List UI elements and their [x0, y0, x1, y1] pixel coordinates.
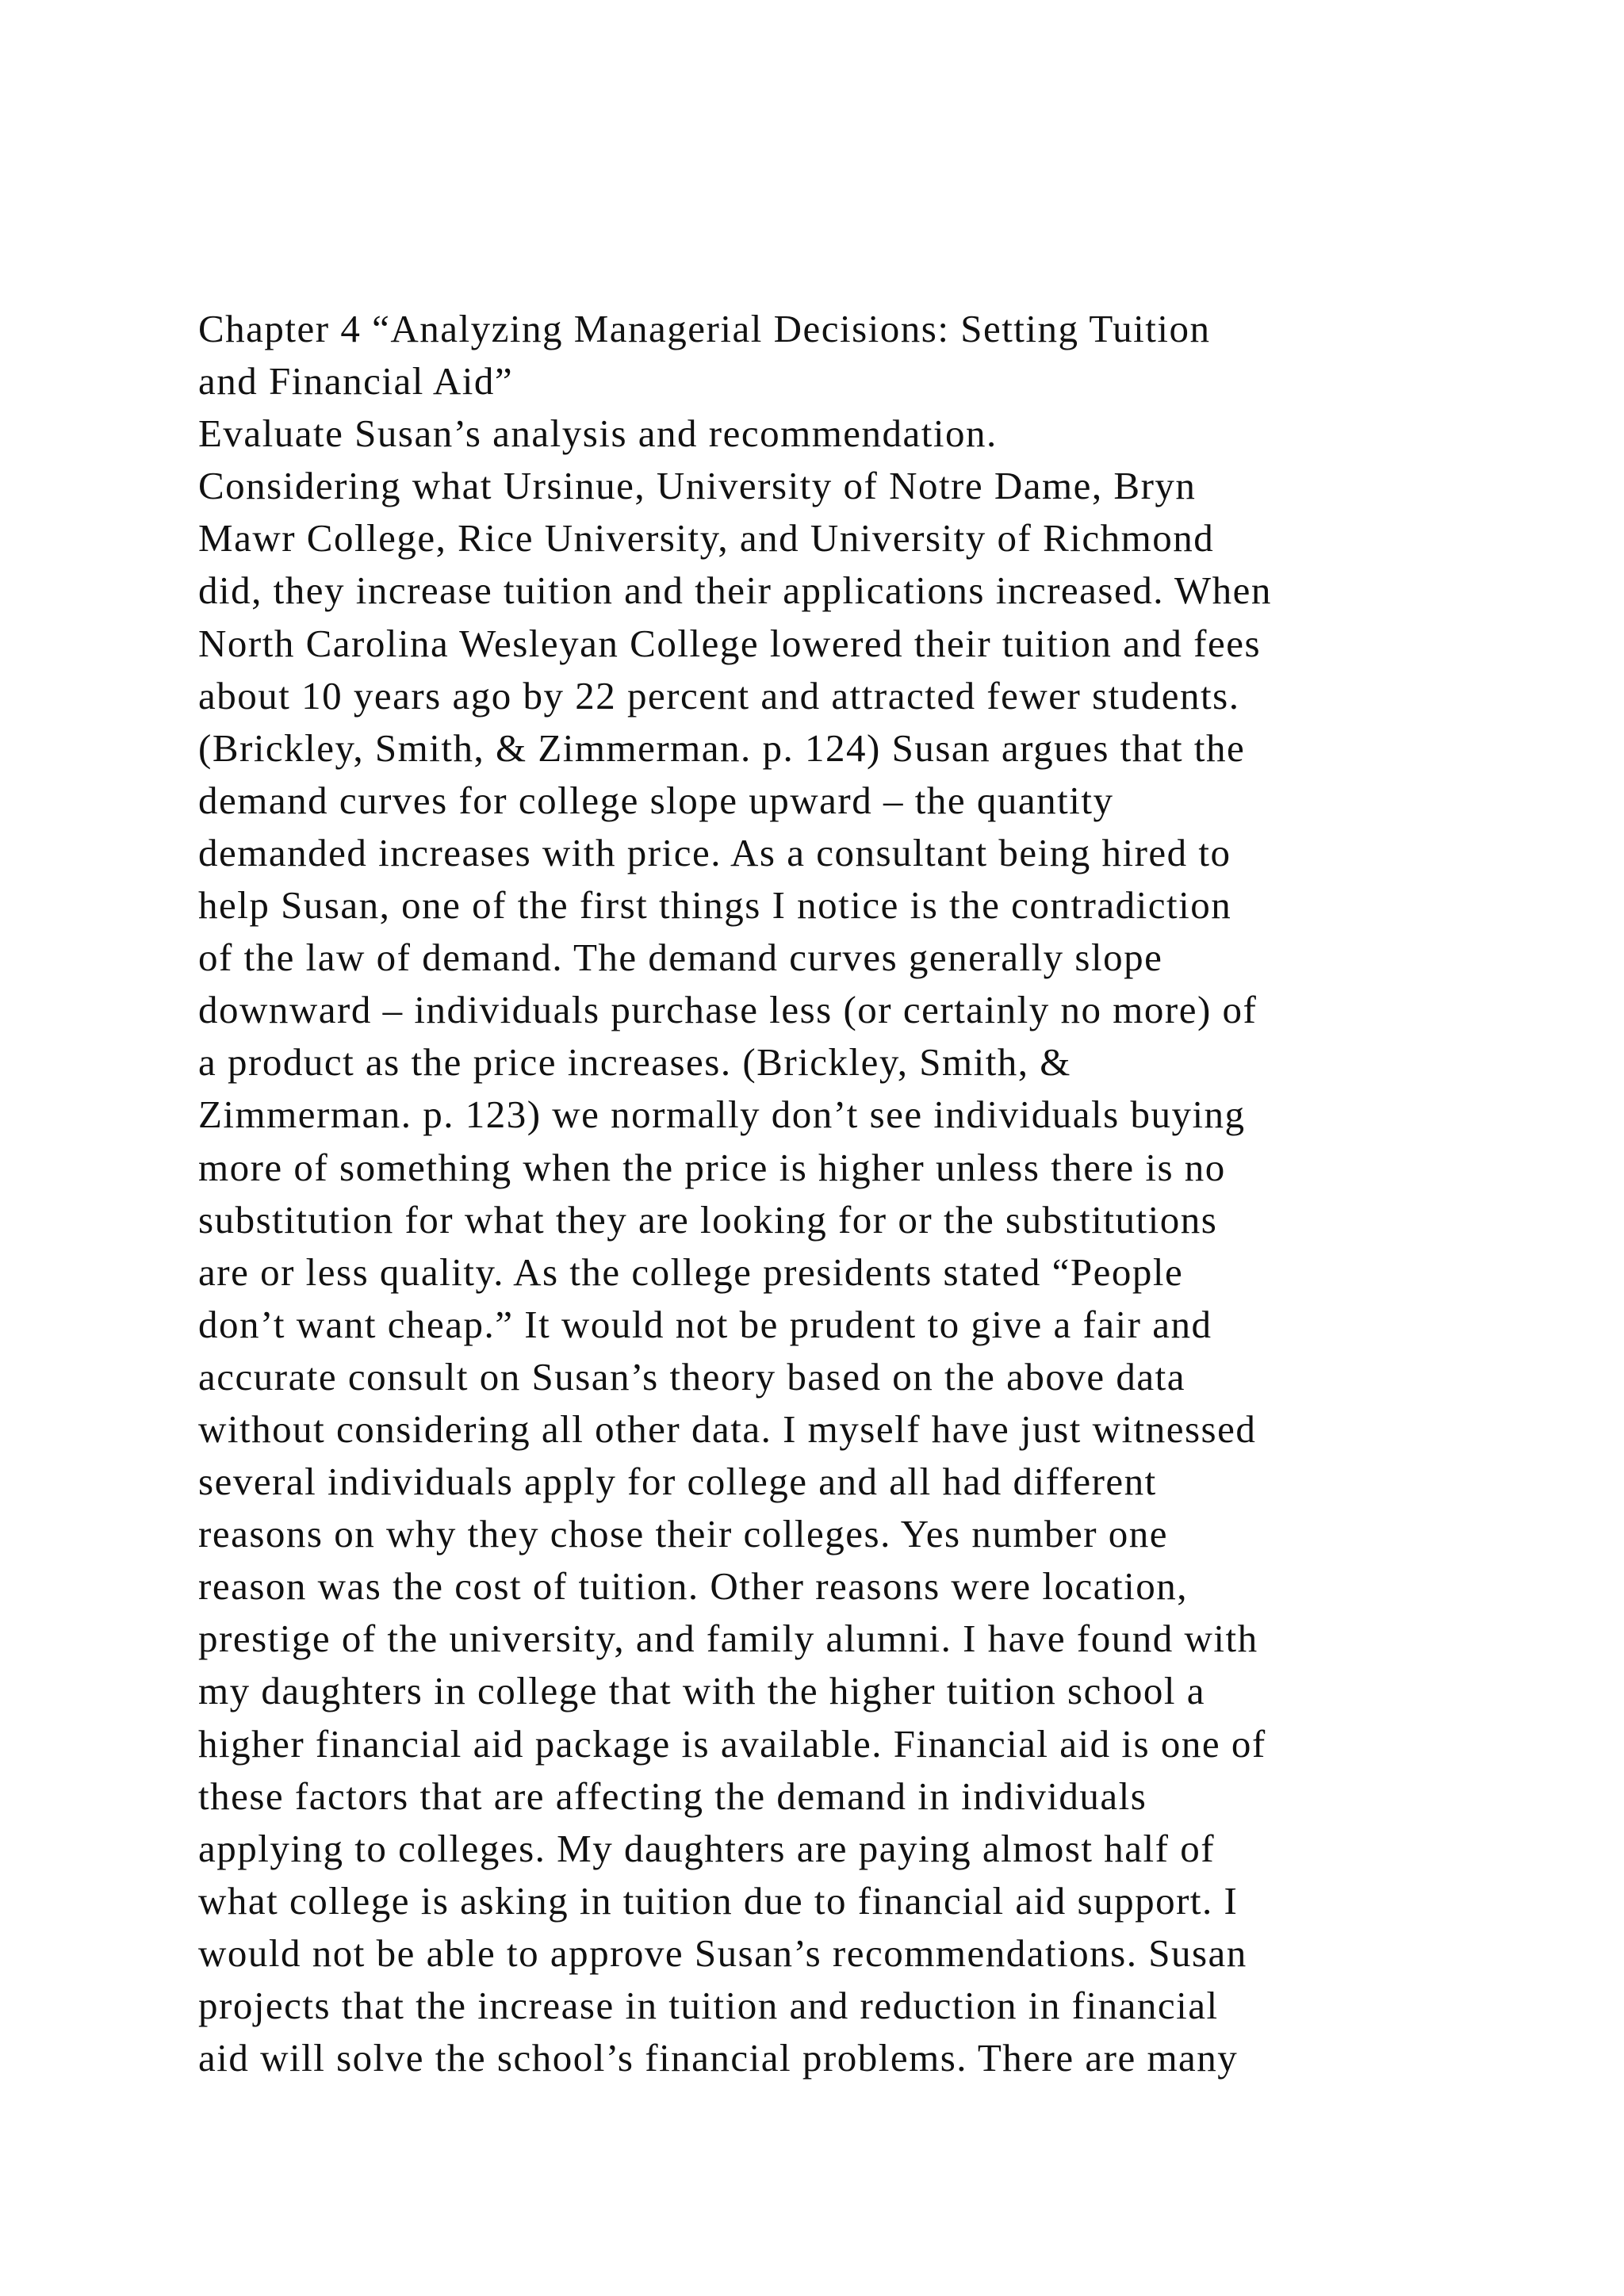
document-line: Evaluate Susan’s analysis and recommendation. [198, 411, 998, 456]
document-line: North Carolina Wesleyan College lowered their tuition and fees [198, 621, 1262, 665]
document-line: reason was the cost of tuition. Other reasons were location, [198, 1564, 1188, 1609]
document-line: more of something when the price is higher unless there is no [198, 1145, 1226, 1189]
document-line: Zimmerman. p. 123) we normally don’t see individuals buying [198, 1093, 1246, 1137]
document-body [198, 303, 1467, 2084]
document-line: without considering all other data. I myself have just witnessed [198, 1406, 1257, 1451]
document-line: don’t want cheap.” It would not be prudent to give a fair and [198, 1302, 1212, 1346]
document-line: did, they increase tuition and their applications increased. When [198, 568, 1272, 613]
document-line: demanded increases with price. As a consultant being hired to [198, 830, 1231, 874]
document-line: applying to colleges. My daughters are paying almost half of [198, 1826, 1216, 1870]
document-line: reasons on why they chose their colleges. Yes number one [198, 1512, 1169, 1556]
document-line: prestige of the university, and family alumni. I have found with [198, 1617, 1258, 1661]
document-title-line: Chapter 4 “Analyzing Managerial Decisions: Setting Tuition [198, 307, 1211, 350]
document-line: Mawr College, Rice University, and University of Richmond [198, 516, 1215, 561]
document-title-line: and Financial Aid” [198, 359, 514, 404]
document-line: a product as the price increases. (Brickley, Smith, & [198, 1040, 1071, 1085]
document-line: several individuals apply for college and all had different [198, 1460, 1157, 1504]
document-line: downward – individuals purchase less (or certainly no more) of [198, 988, 1258, 1032]
document-line: higher financial aid package is available. Financial aid is one of [198, 1721, 1266, 1766]
document-line: would not be able to approve Susan’s recommendations. Susan [198, 1931, 1247, 1975]
document-line: what college is asking in tuition due to financial aid support. I [198, 1878, 1239, 1923]
document-line: are or less quality. As the college presidents stated “People [198, 1249, 1184, 1294]
document-line: help Susan, one of the first things I notice is the contradiction [198, 883, 1232, 928]
document-line: about 10 years ago by 22 percent and attracted fewer students. [198, 673, 1240, 718]
document-line: of the law of demand. The demand curves generally slope [198, 936, 1163, 980]
document-line: aid will solve the school’s financial problems. There are many [198, 2036, 1239, 2080]
document-line: Considering what Ursinue, University of Notre Dame, Bryn [198, 464, 1197, 508]
document-line: demand curves for college slope upward – the quantity [198, 778, 1114, 822]
document-line: projects that the increase in tuition and reduction in financial [198, 1984, 1219, 2027]
document-line: substitution for what they are looking for or the substitutions [198, 1197, 1218, 1242]
document-line: (Brickley, Smith, & Zimmerman. p. 124) Susan argues that the [198, 725, 1246, 770]
document-line: these factors that are affecting the demand in individuals [198, 1774, 1147, 1818]
document-line: accurate consult on Susan’s theory based on the above data [198, 1354, 1185, 1399]
document-line: my daughters in college that with the higher tuition school a [198, 1669, 1205, 1713]
